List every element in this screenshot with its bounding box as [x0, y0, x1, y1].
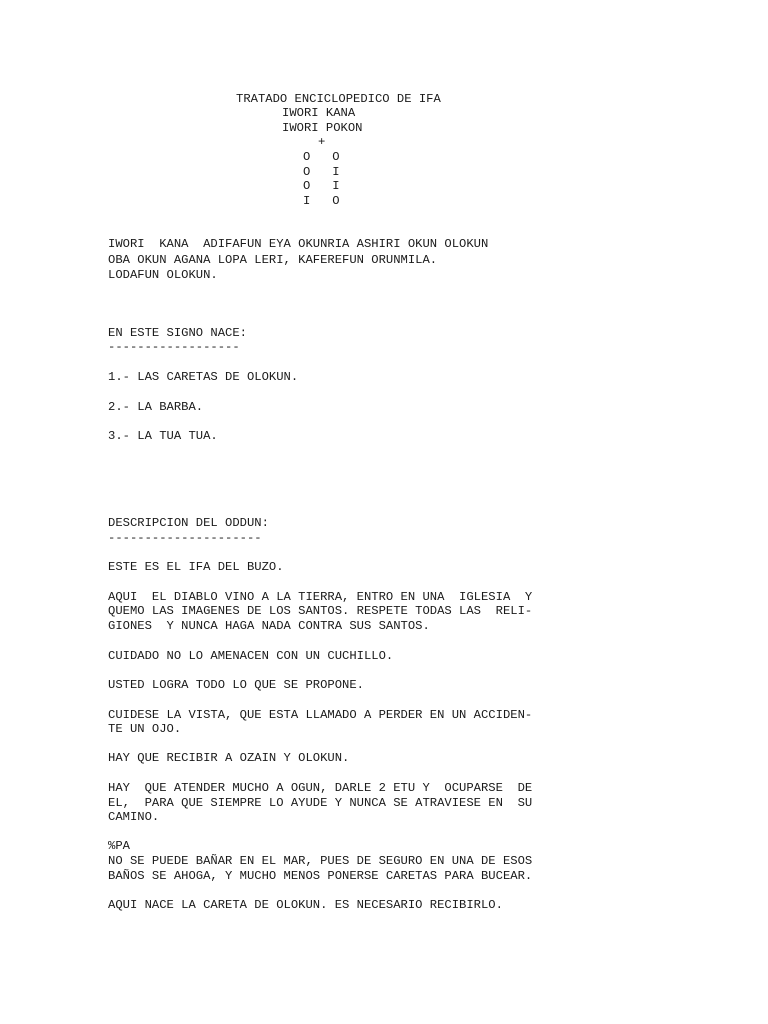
intro-line: LODAFUN OLOKUN.: [108, 268, 218, 282]
list-item: 1.- LAS CARETAS DE OLOKUN.: [108, 370, 299, 384]
paragraph-line: HAY QUE ATENDER MUCHO A OGUN, DARLE 2 ETU Y OCUPARSE DE: [108, 781, 533, 795]
paragraph-line: TE UN OJO.: [108, 722, 182, 736]
paragraph-line: AQUI NACE LA CARETA DE OLOKUN. ES NECESARIO RECIBIRLO.: [108, 898, 503, 912]
section-underline: ---------------------: [108, 531, 262, 545]
sign-name-secondary: IWORI POKON: [282, 121, 363, 135]
paragraph-line: BAÑOS SE AHOGA, Y MUCHO MENOS PONERSE CARETAS PARA BUCEAR.: [108, 869, 533, 883]
paragraph-line: NO SE PUEDE BAÑAR EN EL MAR, PUES DE SEGURO EN UNA DE ESOS: [108, 854, 533, 868]
intro-line: IWORI KANA ADIFAFUN EYA OKUNRIA ASHIRI OKUN OLOKUN: [108, 237, 489, 251]
paragraph-line: ESTE ES EL IFA DEL BUZO.: [108, 560, 284, 574]
section-heading-descripcion: DESCRIPCION DEL ODDUN:: [108, 516, 269, 530]
paragraph-line: CUIDESE LA VISTA, QUE ESTA LLAMADO A PERDER EN UN ACCIDEN-: [108, 708, 533, 722]
document-title: TRATADO ENCICLOPEDICO DE IFA: [236, 92, 441, 106]
sign-name-primary: IWORI KANA: [282, 106, 356, 120]
paragraph-line: HAY QUE RECIBIR A OZAIN Y OLOKUN.: [108, 751, 350, 765]
intro-line: OBA OKUN AGANA LOPA LERI, KAFEREFUN ORUNMILA.: [108, 253, 438, 267]
paragraph-line: USTED LOGRA TODO LO QUE SE PROPONE.: [108, 678, 364, 692]
section-underline: ------------------: [108, 340, 240, 354]
paragraph-line: EL, PARA QUE SIEMPRE LO AYUDE Y NUNCA SE ATRAVIESE EN SU: [108, 796, 533, 810]
sign-marks-row: O O: [303, 150, 340, 164]
list-item: 2.- LA BARBA.: [108, 400, 204, 414]
paragraph-line: CUIDADO NO LO AMENACEN CON UN CUCHILLO.: [108, 649, 394, 663]
sign-marks-row: O I: [303, 179, 340, 193]
sign-marks-row: I O: [303, 194, 340, 208]
paragraph-line: GIONES Y NUNCA HAGA NADA CONTRA SUS SANTOS.: [108, 619, 430, 633]
section-heading-signo-nace: EN ESTE SIGNO NACE:: [108, 326, 247, 340]
list-item: 3.- LA TUA TUA.: [108, 429, 218, 443]
sign-marks-row: O I: [303, 165, 340, 179]
sign-plus: +: [318, 135, 326, 149]
paragraph-line: QUEMO LAS IMAGENES DE LOS SANTOS. RESPETE TODAS LAS RELI-: [108, 604, 533, 618]
paragraph-line: AQUI EL DIABLO VINO A LA TIERRA, ENTRO EN UNA IGLESIA Y: [108, 590, 533, 604]
paragraph-line: CAMINO.: [108, 810, 160, 824]
format-marker: %PA: [108, 839, 130, 853]
